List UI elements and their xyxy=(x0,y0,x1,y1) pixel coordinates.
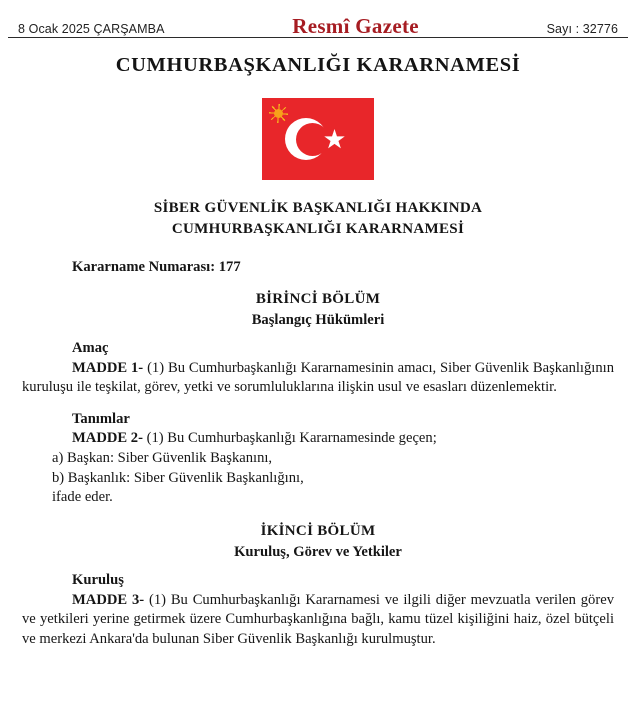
definition-closing: ifade eder. xyxy=(52,489,113,506)
article-title-tanimlar: Tanımlar xyxy=(72,411,130,428)
document-body xyxy=(22,258,614,650)
subtitle-line-1: SİBER GÜVENLİK BAŞKANLIĞI HAKKINDA xyxy=(153,200,483,216)
sun-core-icon xyxy=(274,109,283,118)
gazette-masthead-title: Resmî Gazete xyxy=(292,14,419,38)
subtitle-line-2: CUMHURBAŞKANLIĞI KARARNAMESİ xyxy=(171,221,465,238)
section-subheading-2: Kuruluş, Görev ve Yetkiler xyxy=(234,543,402,560)
article-body-madde-2 xyxy=(22,429,614,449)
article-label-madde-3: MADDE 3- xyxy=(72,591,145,608)
masthead xyxy=(0,0,636,38)
turkish-flag-icon xyxy=(262,98,374,180)
article-title-kurulus: Kuruluş xyxy=(72,572,124,589)
article-text-madde-2: (1) Bu Cumhurbaşkanlığı Kararnamesinde geçen; xyxy=(146,430,437,447)
article-label-madde-1: MADDE 1- xyxy=(72,359,144,376)
article-text-madde-3: (1) Bu Cumhurbaşkanlığı Kararnamesi ve ilgili diğer mevzuatla verilen görev ve yetkileri yerine getirmek üzere Cumhurbaşkanlığına bağlı, kamu tüzel kişiliğini haiz, özel bütçeli ve merkezi Ankara'da bulunan Siber Güvenlik Başkanlığı kurulmuştur. xyxy=(22,591,614,648)
document-subtitle xyxy=(0,198,636,241)
section-heading-2: İKİNCİ BÖLÜM xyxy=(260,522,376,539)
spacer xyxy=(22,398,614,408)
issue-number: Sayı : 32776 xyxy=(546,22,618,36)
crescent-cutout xyxy=(296,123,329,156)
article-title-amac: Amaç xyxy=(72,340,109,357)
article-body-madde-1 xyxy=(22,359,614,398)
page-title: CUMHURBAŞKANLIĞI KARARNAMESİ xyxy=(115,54,521,76)
article-text-madde-1: (1) Bu Cumhurbaşkanlığı Kararnamesinin amacı, Siber Güvenlik Başkanlığının kuruluşu ile teşkilat, görev, yetki ve sorumluluklarına ilişkin usul ve esasları düzenlemektir. xyxy=(22,359,614,396)
flag-container xyxy=(0,98,636,180)
article-label-madde-2: MADDE 2- xyxy=(72,430,143,447)
decree-number: Kararname Numarası: 177 xyxy=(72,258,241,275)
definition-item-b: b) Başkanlık: Siber Güvenlik Başkanlığını, xyxy=(52,469,304,486)
article-body-madde-3 xyxy=(22,591,614,650)
spacer xyxy=(22,508,614,521)
section-heading-1: BİRİNCİ BÖLÜM xyxy=(255,291,381,307)
sun-emblem-icon xyxy=(269,104,288,123)
definition-item-a: a) Başkan: Siber Güvenlik Başkanını, xyxy=(52,450,273,467)
section-subheading-1: Başlangıç Hükümleri xyxy=(251,312,385,328)
publication-date: 8 Ocak 2025 ÇARŞAMBA xyxy=(18,22,165,36)
